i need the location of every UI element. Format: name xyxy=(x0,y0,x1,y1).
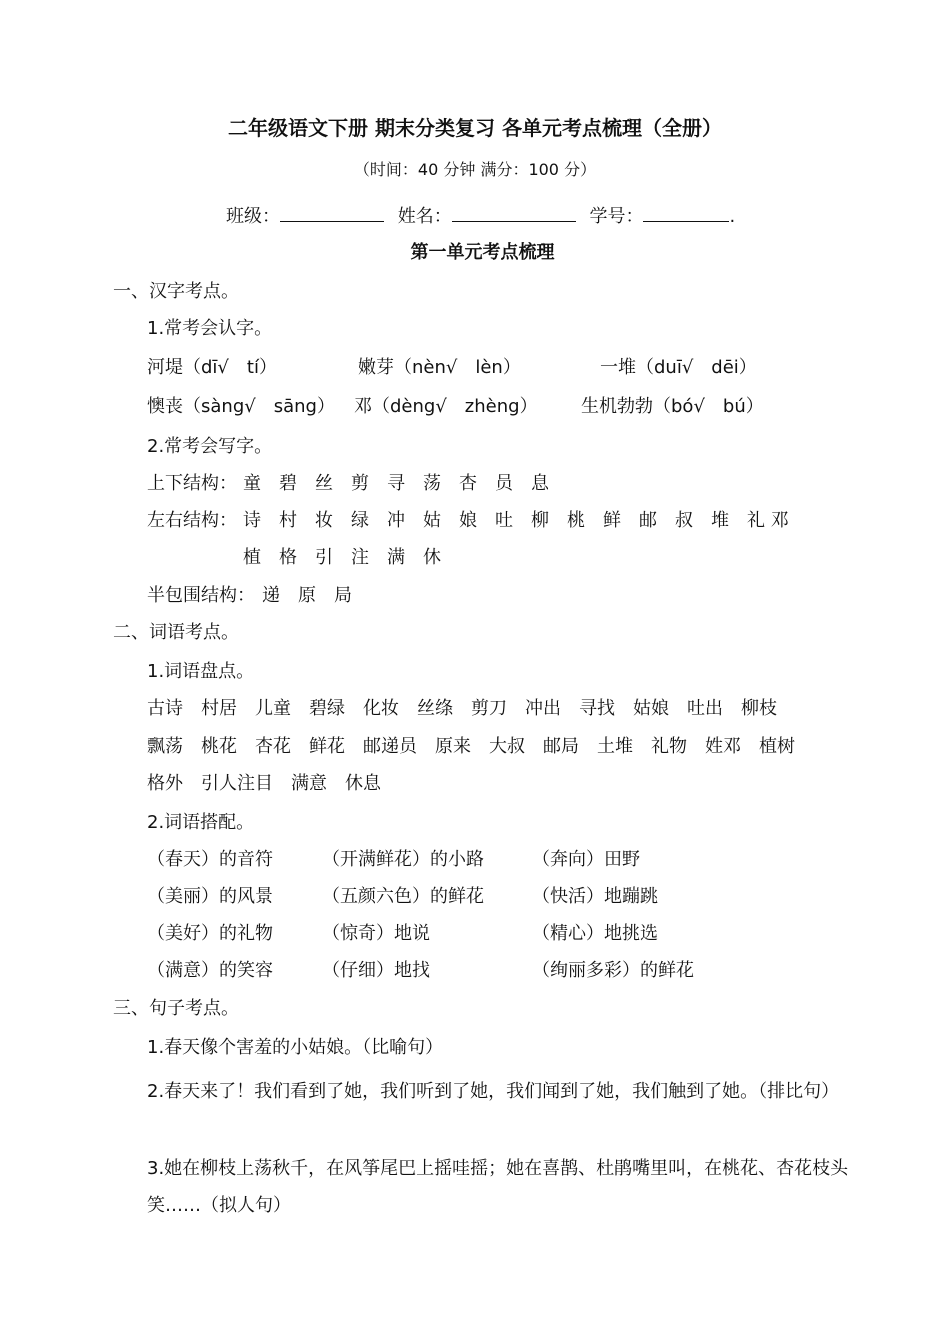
structure-label: 左右结构： xyxy=(147,510,237,531)
subsection-heading: 2.词语搭配。 xyxy=(147,812,255,833)
pinyin-item: 河堤（dī√ tí） xyxy=(147,357,277,378)
collocation-item: （惊奇）地说 xyxy=(322,923,430,944)
structure-chars: 童 碧 丝 剪 寻 荡 杏 员 息 xyxy=(243,473,549,494)
pinyin-item: 懊丧（sàng√ sāng） xyxy=(147,396,335,417)
sentence-item: 2.春天来了！我们看到了她，我们听到了她，我们闻到了她，我们触到了她。（排比句） xyxy=(147,1081,840,1102)
sentence-item: 1.春天像个害羞的小姑娘。（比喻句） xyxy=(147,1037,444,1058)
pinyin-item: 一堆（duī√ dēi） xyxy=(600,357,757,378)
name-blank[interactable] xyxy=(452,203,576,222)
page-subtitle: （时间：40 分钟 满分：100 分） xyxy=(353,160,597,179)
collocation-item: （仔细）地找 xyxy=(322,960,430,981)
class-label: 班级： xyxy=(226,206,280,227)
collocation-item: （五颜六色）的鲜花 xyxy=(322,886,484,907)
structure-chars: 递 原 局 xyxy=(262,585,352,606)
structure-label: 上下结构： xyxy=(147,473,237,494)
word-list-row: 格外 引人注目 满意 休息 xyxy=(147,773,381,794)
structure-label: 半包围结构： xyxy=(147,585,255,606)
page-title: 二年级语文下册 期末分类复习 各单元考点梳理（全册） xyxy=(228,116,722,140)
collocation-item: （绚丽多彩）的鲜花 xyxy=(532,960,694,981)
section-heading: 三、句子考点。 xyxy=(113,998,239,1019)
collocation-item: （满意）的笑容 xyxy=(147,960,273,981)
name-label: 姓名： xyxy=(397,206,452,227)
end-mark: . xyxy=(729,206,736,227)
section-heading: 二、词语考点。 xyxy=(113,622,239,643)
collocation-item: （春天）的音符 xyxy=(147,849,273,870)
pinyin-item: 生机勃勃（bó√ bú） xyxy=(581,396,764,417)
section-heading: 一、汉字考点。 xyxy=(113,281,239,302)
student-info-row xyxy=(226,203,735,229)
structure-chars: 诗 村 妆 绿 冲 姑 娘 吐 柳 桃 鲜 邮 叔 堆 礼 邓 xyxy=(243,510,789,531)
collocation-item: （快活）地蹦跳 xyxy=(532,886,658,907)
collocation-item: （美好）的礼物 xyxy=(147,923,273,944)
structure-chars: 植 格 引 注 满 休 xyxy=(243,547,441,568)
collocation-item: （精心）地挑选 xyxy=(532,923,658,944)
pinyin-item: 邓（dèng√ zhèng） xyxy=(354,396,538,417)
id-blank[interactable] xyxy=(643,203,729,222)
word-list-row: 飘荡 桃花 杏花 鲜花 邮递员 原来 大叔 邮局 土堆 礼物 姓邓 植树 xyxy=(147,736,795,757)
collocation-item: （美丽）的风景 xyxy=(147,886,273,907)
class-blank[interactable] xyxy=(280,203,384,222)
subsection-heading: 1.词语盘点。 xyxy=(147,661,255,682)
collocation-item: （开满鲜花）的小路 xyxy=(322,849,484,870)
unit-title: 第一单元考点梳理 xyxy=(410,242,555,263)
subsection-heading: 2.常考会写字。 xyxy=(147,436,273,457)
collocation-item: （奔向）田野 xyxy=(532,849,640,870)
word-list-row: 古诗 村居 儿童 碧绿 化妆 丝绦 剪刀 冲出 寻找 姑娘 吐出 柳枝 xyxy=(147,698,777,719)
subsection-heading: 1.常考会认字。 xyxy=(147,318,273,339)
pinyin-item: 嫩芽（nèn√ lèn） xyxy=(358,357,521,378)
id-label: 学号： xyxy=(589,206,644,227)
sentence-item: 3.她在柳枝上荡秋千，在风筝尾巴上摇哇摇；她在喜鹊、杜鹃嘴里叫，在桃花、杏花枝头笑……（拟人句） xyxy=(147,1158,849,1216)
